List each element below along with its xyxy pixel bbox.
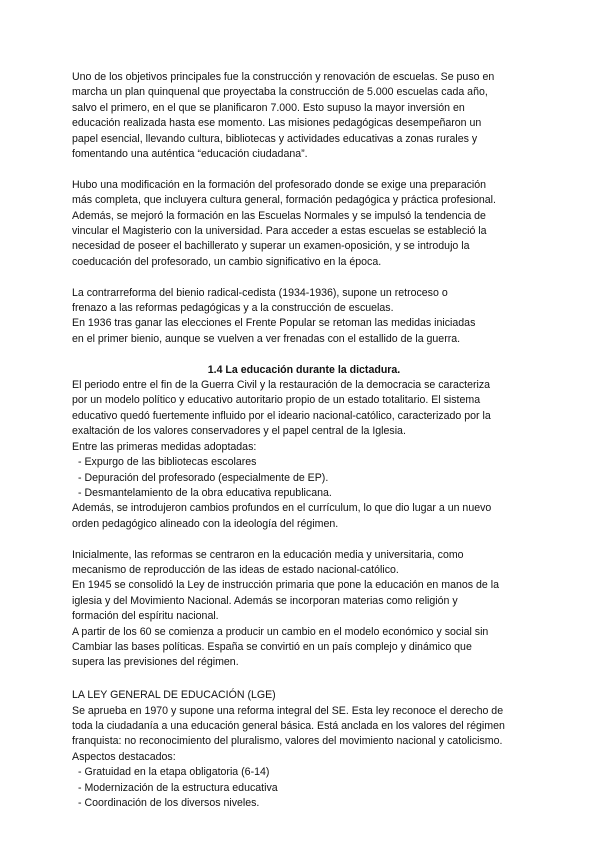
- text-line: por un modelo político y educativo autoritario propio de un estado totalitario. El sistema: [72, 394, 481, 407]
- text-line: coeducación del profesorado, un cambio significativo en la época.: [72, 255, 382, 268]
- text-line: Entre las primeras medidas adoptadas:: [72, 440, 257, 453]
- text-line: Inicialmente, las reformas se centraron en la educación media y universitaria, como: [72, 548, 464, 561]
- text-line: educación realizada hasta ese momento. Las misiones pedagógicas desempeñaron un: [72, 117, 482, 130]
- paragraph-gap: [72, 270, 530, 285]
- paragraph-teacher-training: [72, 178, 530, 270]
- list-item: - Modernización de la estructura educativa: [72, 781, 530, 796]
- text-line: iglesia y del Movimiento Nacional. Además se incorporan materias como religión y: [72, 594, 458, 607]
- text-line: más completa, que incluyera cultura general, formación pedagógica y práctica profesional.: [72, 194, 496, 207]
- paragraph-lge: [72, 704, 530, 766]
- list-item: - Expurgo de las bibliotecas escolares: [72, 455, 530, 470]
- paragraph-dictatorship-intro: [72, 378, 530, 455]
- section-heading-dictatorship: 1.4 La educación durante la dictadura.: [207, 363, 401, 376]
- text-line: necesidad de poseer el bachillerato y superar un examen-oposición, y se introdujo la: [72, 240, 470, 253]
- paragraph-school-construction: [72, 70, 530, 162]
- text-line: La contrarreforma del bienio radical-cedista (1934-1936), supone un retroceso o: [72, 286, 448, 299]
- text-line: marcha un plan quinquenal que proyectaba la construcción de 5.000 escuelas cada año,: [72, 86, 488, 99]
- text-line: formación del espíritu nacional.: [72, 610, 219, 623]
- text-line: toda la ciudadanía a una educación general básica. Está anclada en los valores del régimen: [72, 719, 505, 732]
- paragraph-curriculum-changes: [72, 501, 530, 532]
- text-line: Aspectos destacados:: [72, 750, 176, 763]
- text-line: Además, se introdujeron cambios profundos en el currículum, lo que dio lugar a un nuevo: [72, 502, 492, 515]
- paragraph-gap: [72, 532, 530, 547]
- text-line: Se aprueba en 1970 y supone una reforma integral del SE. Esta ley reconoce el derecho de: [72, 704, 504, 717]
- text-line: orden pedagógico alineado con la ideología del régimen.: [72, 517, 339, 530]
- paragraph-gap: [72, 671, 530, 686]
- document-page: [72, 70, 530, 811]
- text-line: En 1945 se consolidó la Ley de instrucción primaria que pone la educación en manos de la: [72, 579, 499, 592]
- lge-aspects-list: [72, 765, 530, 811]
- paragraph-counterreform: [72, 286, 530, 348]
- text-line: Uno de los objetivos principales fue la construcción y renovación de escuelas. Se puso en: [72, 71, 495, 83]
- text-line: El periodo entre el fin de la Guerra Civil y la restauración de la democracia se caracteriza: [72, 379, 491, 392]
- paragraph-gap: [72, 162, 530, 177]
- section-title-lge: LA LEY GENERAL DE EDUCACIÓN (LGE): [72, 689, 276, 702]
- paragraph-gap: [72, 347, 530, 362]
- list-item: - Coordinación de los diversos niveles.: [72, 796, 530, 811]
- text-line: salvo el primero, en el que se planificaron 7.000. Esto supuso la mayor inversión en: [72, 101, 465, 114]
- text-line: educativo quedó fuertemente influido por el ideario nacional-católico, caracterizado por la: [72, 409, 491, 422]
- text-line: mecanismo de reproducción de las ideas de estado nacional-católico.: [72, 563, 399, 576]
- text-line: en el primer bienio, aunque se vuelven a ver frenadas con el estallido de la guerra.: [72, 332, 461, 345]
- text-line: A partir de los 60 se comienza a producir un cambio en el modelo económico y social sin: [72, 625, 489, 638]
- text-line: exaltación de los valores conservadores y el papel central de la Iglesia.: [72, 425, 406, 438]
- text-line: papel esencial, llevando cultura, bibliotecas y actividades educativas a zonas rurales y: [72, 132, 478, 145]
- list-item: - Gratuidad en la etapa obligatoria (6-14): [72, 765, 530, 780]
- text-line: supera las previsiones del régimen.: [72, 656, 239, 669]
- text-line: En 1936 tras ganar las elecciones el Frente Popular se retoman las medidas iniciadas: [72, 317, 476, 330]
- text-line: franquista: no reconocimiento del pluralismo, valores del movimiento nacional y catolicismo.: [72, 735, 503, 748]
- measures-list: [72, 455, 530, 501]
- list-item: - Depuración del profesorado (especialmente de EP).: [72, 471, 530, 486]
- text-line: Hubo una modificación en la formación del profesorado donde se exige una preparación: [72, 178, 487, 191]
- paragraph-reforms: [72, 548, 530, 671]
- text-line: fomentando una auténtica “educación ciudadana”.: [72, 148, 308, 161]
- text-line: frenazo a las reformas pedagógicas y a la construcción de escuelas.: [72, 302, 394, 315]
- list-item: - Desmantelamiento de la obra educativa republicana.: [72, 486, 530, 501]
- text-line: Cambiar las bases políticas. España se convirtió en un país complejo y dinámico que: [72, 640, 472, 653]
- text-line: Además, se mejoró la formación en las Escuelas Normales y se impulsó la tendencia de: [72, 209, 486, 222]
- text-line: vincular el Magisterio con la universidad. Para acceder a estas escuelas se estableció la: [72, 225, 487, 238]
